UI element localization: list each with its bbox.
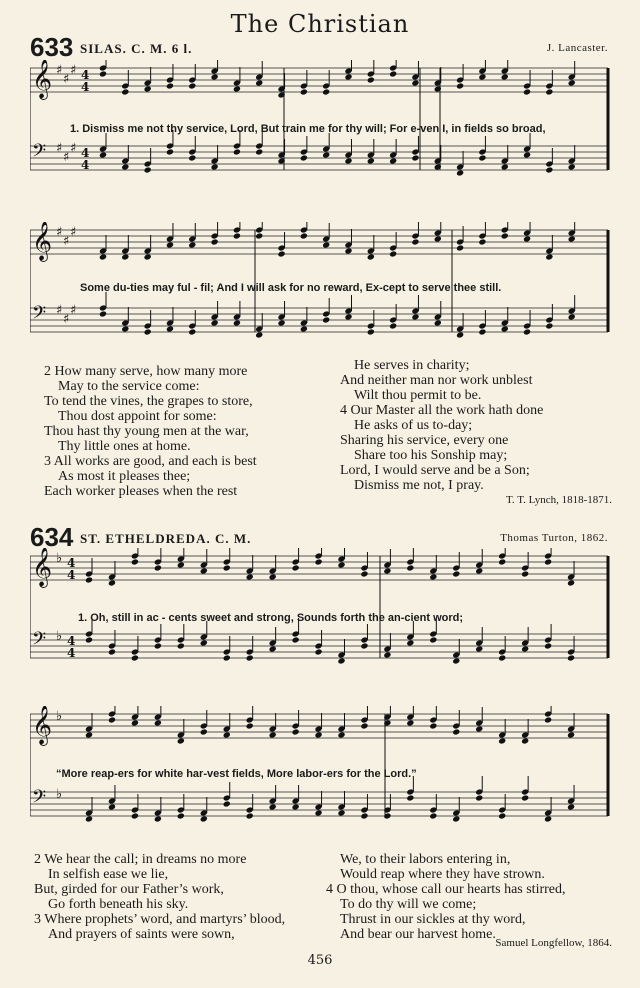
note-head	[166, 325, 174, 332]
note-head	[429, 573, 437, 580]
note-head	[255, 331, 263, 338]
stanza-line: Thou dost appoint for some:	[58, 409, 217, 424]
note-head	[269, 645, 277, 652]
stanza-line: 2 We hear the call; in dreams no more	[34, 852, 247, 867]
note-head	[337, 809, 345, 816]
note-head	[478, 154, 486, 161]
note-head	[344, 73, 352, 80]
note-head	[314, 809, 322, 816]
time-signature: 4	[67, 568, 76, 582]
bass-clef-icon: 𝄢	[32, 787, 47, 812]
note-head	[456, 169, 464, 176]
note-head	[200, 567, 208, 574]
note-head	[108, 579, 116, 586]
note-head	[131, 812, 139, 819]
stanza-line: 2 How many serve, how many more	[44, 364, 248, 379]
stanza-line: Dismiss me not, I pray.	[354, 478, 484, 493]
stanza-line: 3 All works are good, and each is best	[44, 454, 257, 469]
note-head	[545, 88, 553, 95]
note-head	[545, 253, 553, 260]
note-head	[406, 564, 414, 571]
stanza-line: And neither man nor work unblest	[340, 373, 533, 388]
note-head	[121, 253, 129, 260]
note-head	[452, 570, 460, 577]
note-head	[456, 244, 464, 251]
note-head	[223, 731, 231, 738]
attribution: Samuel Longfellow, 1864.	[495, 937, 612, 949]
note-head	[108, 716, 116, 723]
note-head	[478, 73, 486, 80]
note-head	[567, 654, 575, 661]
note-head	[389, 322, 397, 329]
note-head	[166, 148, 174, 155]
note-head	[314, 648, 322, 655]
note-head	[501, 73, 509, 80]
stanza-line: Thrust in our sickles at thy word,	[340, 912, 526, 927]
note-head	[246, 812, 254, 819]
note-head	[475, 645, 483, 652]
attribution: T. T. Lynch, 1818-1871.	[505, 494, 612, 506]
note-head	[300, 232, 308, 239]
sharp-icon: ♯	[56, 303, 63, 318]
bass-clef-icon: 𝄢	[32, 303, 47, 328]
note-head	[269, 573, 277, 580]
note-head	[154, 564, 162, 571]
note-head	[501, 232, 509, 239]
note-head	[255, 79, 263, 86]
lyric-line: 1. Oh, still in ac - cents sweet and strong, Sounds forth the an-cient word;	[78, 612, 464, 624]
note-head	[337, 731, 345, 738]
time-signature: 4	[67, 634, 76, 648]
note-head	[154, 719, 162, 726]
stanza-line: He asks of us to-day;	[354, 418, 473, 433]
note-head	[269, 731, 277, 738]
note-head	[475, 725, 483, 732]
note-head	[99, 253, 107, 260]
note-head	[233, 148, 241, 155]
note-head	[360, 642, 368, 649]
stanza-column-right	[340, 358, 543, 493]
sharp-icon: ♯	[70, 225, 77, 240]
stanza-line: Share too his Sonship may;	[354, 448, 508, 463]
note-head	[85, 576, 93, 583]
note-head	[367, 76, 375, 83]
note-head	[166, 82, 174, 89]
note-head	[383, 651, 391, 658]
stanza-line: As most it pleases thee;	[58, 469, 191, 484]
note-head	[85, 731, 93, 738]
stanza-line: Wilt thou permit to be.	[354, 388, 482, 403]
note-head	[211, 163, 219, 170]
stanza-line: To tend the vines, the grapes to store,	[44, 394, 253, 409]
note-head	[568, 235, 576, 242]
flat-icon: ♭	[56, 551, 63, 566]
note-head	[144, 166, 152, 173]
note-head	[121, 163, 129, 170]
note-head	[545, 322, 553, 329]
note-head	[144, 328, 152, 335]
treble-clef-icon: 𝄞	[32, 60, 53, 99]
note-head	[498, 654, 506, 661]
bass-staff	[30, 292, 608, 339]
bass-staff	[30, 130, 608, 177]
hymn-number: 634	[30, 522, 74, 552]
note-head	[452, 728, 460, 735]
tune-name: SILAS. C. M. 6 l.	[80, 41, 193, 56]
stanza-line: Each worker pleases when the rest	[44, 484, 238, 499]
note-head	[131, 558, 139, 565]
hymn-number: 633	[30, 32, 74, 62]
note-head	[406, 794, 414, 801]
note-head	[337, 561, 345, 568]
section-title: The Christian	[230, 10, 410, 38]
note-head	[523, 88, 531, 95]
note-head	[475, 567, 483, 574]
note-head	[177, 737, 185, 744]
note-head	[475, 794, 483, 801]
note-head	[501, 163, 509, 170]
note-head	[406, 719, 414, 726]
note-head	[411, 154, 419, 161]
stanza-line: 4 O thou, whose call our hearts has stirred,	[326, 882, 566, 897]
note-head	[223, 654, 231, 661]
treble-staff	[30, 548, 608, 588]
sharp-icon: ♯	[63, 312, 70, 327]
note-head	[154, 815, 162, 822]
note-head	[521, 737, 529, 744]
treble-staff	[30, 60, 608, 100]
note-head	[545, 166, 553, 173]
sharp-icon: ♯	[56, 225, 63, 240]
note-head	[300, 325, 308, 332]
note-head	[188, 328, 196, 335]
sharp-icon: ♯	[63, 72, 70, 87]
time-signature: 4	[81, 146, 90, 160]
note-head	[223, 564, 231, 571]
stanza-line: Go forth beneath his sky.	[48, 897, 189, 912]
note-head	[360, 722, 368, 729]
note-head	[360, 812, 368, 819]
flat-icon: ♭	[56, 787, 63, 802]
stanza-line: 4 Our Master all the work hath done	[340, 403, 544, 418]
note-head	[300, 154, 308, 161]
sharp-icon: ♯	[56, 141, 63, 156]
note-head	[429, 636, 437, 643]
note-head	[292, 564, 300, 571]
note-head	[367, 253, 375, 260]
note-head	[411, 313, 419, 320]
note-head	[411, 238, 419, 245]
note-head	[131, 719, 139, 726]
note-head	[200, 639, 208, 646]
note-head	[344, 247, 352, 254]
stanza-line: Thou hast thy young men at the war,	[44, 424, 249, 439]
lyric-line: 1. Dismiss me not thy service, Lord, But train me for thy will; For e-ven I, in fields so broad,	[70, 123, 546, 135]
note-head	[406, 639, 414, 646]
tune-name: ST. ETHELDREDA. C. M.	[80, 531, 252, 546]
stanza-line: Thy little ones at home.	[58, 439, 191, 454]
note-head	[121, 88, 129, 95]
note-head	[277, 250, 285, 257]
page-number: 456	[307, 953, 333, 968]
note-head	[177, 812, 185, 819]
note-head	[411, 79, 419, 86]
note-head	[255, 232, 263, 239]
note-head	[322, 88, 330, 95]
stanza-line: And bear our harvest home.	[340, 927, 496, 942]
note-head	[434, 235, 442, 242]
note-head	[108, 803, 116, 810]
note-head	[246, 654, 254, 661]
note-head	[121, 325, 129, 332]
note-head	[177, 642, 185, 649]
note-head	[521, 645, 529, 652]
lyric-line: “More reap-ers for white har-vest fields, More labor-ers for the Lord.”	[56, 768, 417, 780]
time-signature: 4	[81, 80, 90, 94]
note-head	[389, 157, 397, 164]
note-head	[498, 812, 506, 819]
note-head	[568, 79, 576, 86]
sharp-icon: ♯	[70, 141, 77, 156]
note-head	[300, 88, 308, 95]
note-head	[544, 815, 552, 822]
note-head	[389, 250, 397, 257]
bass-staff	[30, 776, 608, 823]
note-head	[223, 800, 231, 807]
note-head	[544, 642, 552, 649]
note-head	[521, 570, 529, 577]
note-head	[211, 73, 219, 80]
lyric-line: Some du-ties may ful - fil; And I will ask for no reward, Ex-cept to serve thee still.	[80, 282, 502, 294]
note-head	[144, 85, 152, 92]
note-head	[292, 728, 300, 735]
sharp-icon: ♯	[70, 63, 77, 78]
bass-staff	[30, 618, 608, 665]
stanza-line: Lord, I would serve and be a Son;	[340, 463, 530, 478]
note-head	[99, 310, 107, 317]
note-head	[344, 313, 352, 320]
treble-clef-icon: 𝄞	[32, 222, 53, 261]
note-head	[200, 728, 208, 735]
note-head	[389, 70, 397, 77]
note-head	[523, 328, 531, 335]
note-head	[434, 85, 442, 92]
note-head	[523, 151, 531, 158]
note-head	[478, 328, 486, 335]
note-head	[568, 163, 576, 170]
stanza-line: To do thy will we come;	[340, 897, 477, 912]
stanza-line: But, girded for our Father’s work,	[34, 882, 224, 897]
note-head	[131, 654, 139, 661]
stanza-line: Would reap where they have strown.	[340, 867, 545, 882]
note-head	[367, 157, 375, 164]
stanza-line: We, to their labors entering in,	[340, 852, 511, 867]
note-head	[429, 812, 437, 819]
stanza-column-left	[34, 852, 285, 942]
note-head	[166, 241, 174, 248]
note-head	[383, 567, 391, 574]
note-head	[188, 82, 196, 89]
sharp-icon: ♯	[63, 234, 70, 249]
composer: Thomas Turton, 1862.	[500, 532, 608, 544]
flat-icon: ♭	[56, 709, 63, 724]
stanza-line: He serves in charity;	[354, 358, 470, 373]
note-head	[501, 325, 509, 332]
note-head	[452, 815, 460, 822]
bass-clef-icon: 𝄢	[32, 629, 47, 654]
stanza-line: In selfish ease we lie,	[48, 867, 169, 882]
note-head	[498, 558, 506, 565]
note-head	[434, 163, 442, 170]
note-head	[434, 319, 442, 326]
note-head	[144, 253, 152, 260]
sharp-icon: ♯	[70, 303, 77, 318]
note-head	[233, 232, 241, 239]
note-head	[367, 328, 375, 335]
note-head	[99, 70, 107, 77]
treble-clef-icon: 𝄞	[32, 706, 53, 745]
note-head	[277, 319, 285, 326]
note-head	[322, 316, 330, 323]
flat-icon: ♭	[56, 629, 63, 644]
note-head	[544, 558, 552, 565]
sharp-icon: ♯	[56, 63, 63, 78]
stanza-line: Sharing his service, every one	[340, 433, 509, 448]
treble-staff	[30, 706, 608, 746]
note-head	[154, 642, 162, 649]
time-signature: 4	[81, 68, 90, 82]
time-signature: 4	[67, 556, 76, 570]
note-head	[314, 558, 322, 565]
stanza-column-right	[326, 852, 566, 942]
note-head	[523, 235, 531, 242]
note-head	[211, 238, 219, 245]
note-head	[246, 573, 254, 580]
note-head	[452, 657, 460, 664]
treble-staff	[30, 222, 608, 262]
note-head	[314, 731, 322, 738]
note-head	[99, 151, 107, 158]
note-head	[246, 722, 254, 729]
note-head	[108, 648, 116, 655]
note-head	[360, 570, 368, 577]
note-head	[544, 716, 552, 723]
note-head	[85, 815, 93, 822]
note-head	[498, 737, 506, 744]
note-head	[344, 157, 352, 164]
note-head	[85, 636, 93, 643]
note-head	[292, 636, 300, 643]
note-head	[322, 151, 330, 158]
note-head	[188, 241, 196, 248]
note-head	[269, 803, 277, 810]
note-head	[429, 722, 437, 729]
note-head	[233, 85, 241, 92]
note-head	[188, 154, 196, 161]
note-head	[568, 313, 576, 320]
note-head	[478, 238, 486, 245]
sharp-icon: ♯	[63, 150, 70, 165]
note-head	[567, 731, 575, 738]
stanza-column-left	[44, 364, 257, 499]
note-head	[456, 82, 464, 89]
note-head	[567, 579, 575, 586]
note-head	[177, 561, 185, 568]
stanza-line: 3 Where prophets’ word, and martyrs’ blood,	[34, 912, 286, 927]
note-head	[337, 657, 345, 664]
note-head	[233, 319, 241, 326]
stanza-line: And prayers of saints were sown,	[48, 927, 235, 942]
note-head	[456, 331, 464, 338]
note-head	[292, 803, 300, 810]
note-head	[211, 319, 219, 326]
note-head	[322, 241, 330, 248]
treble-clef-icon: 𝄞	[32, 548, 53, 587]
note-head	[567, 803, 575, 810]
composer: J. Lancaster.	[546, 42, 608, 54]
stanza-line: May to the service come:	[58, 379, 200, 394]
time-signature: 4	[67, 646, 76, 660]
note-head	[255, 148, 263, 155]
note-head	[521, 794, 529, 801]
bass-clef-icon: 𝄢	[32, 141, 47, 166]
note-head	[200, 815, 208, 822]
time-signature: 4	[81, 158, 90, 172]
